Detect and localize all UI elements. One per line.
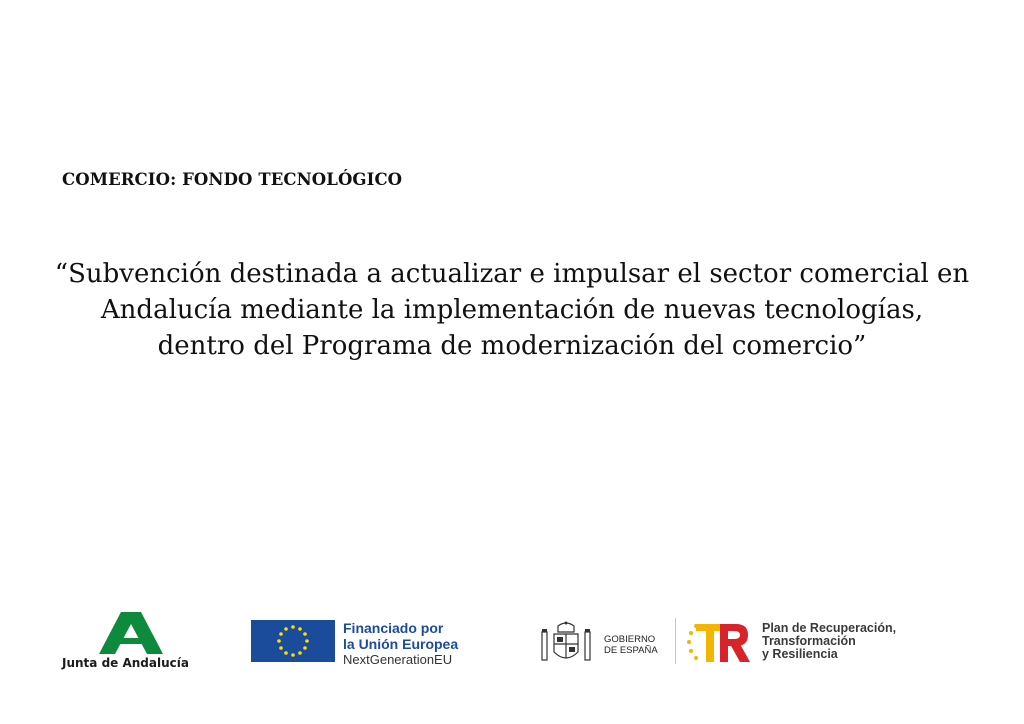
prtr-text-line: Transformación: [762, 634, 856, 648]
document-subtitle: [40, 256, 984, 364]
gobierno-de-espana-logo: [538, 620, 678, 666]
junta-label: Junta de Andalucía: [62, 656, 189, 670]
funding-logos-bar: [0, 600, 1024, 690]
eu-funding-logo: [251, 620, 501, 666]
prtr-text-line: Plan de Recuperación,: [762, 621, 897, 635]
subtitle-line: dentro del Programa de modernización del comercio”: [157, 331, 867, 361]
junta-de-andalucia-logo: [62, 612, 202, 674]
plan-de-recuperacion-logo: [684, 618, 934, 668]
document-heading: COMERCIO: FONDO TECNOLÓGICO: [62, 170, 403, 189]
eu-text-line: la Unión Europea: [343, 636, 459, 652]
subtitle-line: Andalucía mediante la implementación de nuevas tecnologías,: [100, 295, 924, 325]
eu-text-line: Financiado por: [343, 620, 444, 636]
eu-flag-icon: [251, 620, 335, 662]
gobierno-text-line: GOBIERNO: [604, 634, 656, 645]
eu-text-line: NextGenerationEU: [343, 652, 453, 667]
junta-logo-icon: [99, 612, 163, 654]
prtr-logo-icon: [684, 618, 754, 666]
logo-divider: [675, 618, 676, 664]
subtitle-line: “Subvención destinada a actualizar e impulsar el sector comercial en: [54, 259, 970, 289]
spain-coat-of-arms-icon: [538, 620, 598, 666]
gobierno-text-line: DE ESPAÑA: [604, 645, 658, 656]
prtr-text-line: y Resiliencia: [762, 647, 838, 661]
